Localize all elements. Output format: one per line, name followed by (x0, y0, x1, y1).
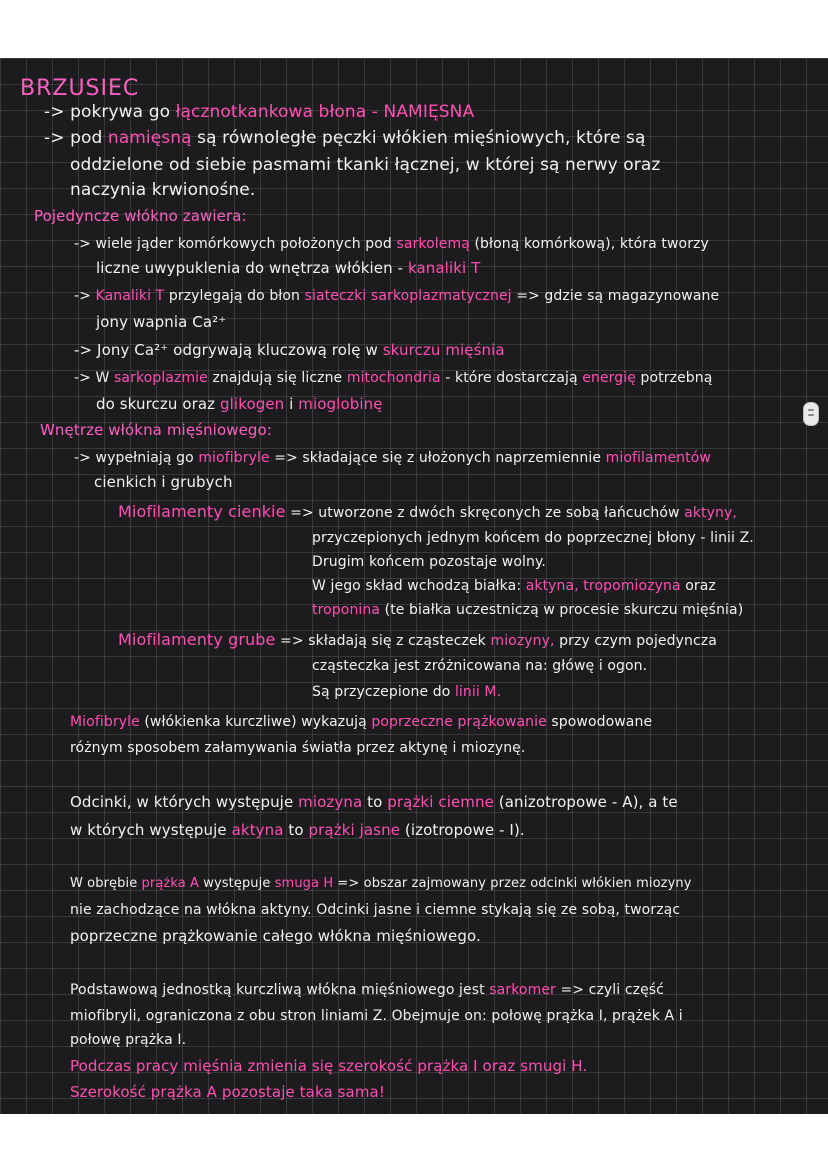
note-line (70, 820, 525, 840)
text: Podstawową jednostką kurczliwą włókna mięśniowego jest (70, 982, 490, 998)
text: -> wiele jąder komórkowych położonych pod (74, 236, 397, 252)
text: (błoną komórkową), która tworzy (469, 236, 709, 252)
highlight: energię (582, 370, 636, 386)
note-line: różnym sposobem załamywania światła przez aktynę i miozynę. (70, 740, 526, 756)
text: -> Jony Ca²⁺ odgrywają kluczową rolę w (74, 341, 383, 359)
highlight: łącznotkankowa błona - NAMIĘSNA (175, 102, 475, 122)
text: -> wypełniają go (74, 450, 199, 466)
highlight: skurczu mięśnia (382, 341, 505, 359)
note-line-highlight: Szerokość prążka A pozostaje taka sama! (70, 1083, 385, 1101)
heading-brzusiec: BRZUSIEC (20, 76, 140, 101)
highlight: Miofibryle (70, 714, 140, 730)
text: => czyli część (555, 982, 664, 998)
text: - które dostarczają (440, 370, 583, 386)
note-line: przyczepionych jednym końcem do poprzecznej błony - linii Z. (312, 530, 754, 546)
highlight: miozyna (298, 793, 363, 811)
text: -> (74, 288, 96, 304)
highlight: prążki ciemne (387, 793, 494, 811)
highlight: miofibryle (198, 450, 270, 466)
text: to (362, 793, 388, 811)
text: (izotropowe - I). (400, 821, 525, 839)
note-line: oddzielone od siebie pasmami tkanki łącznej, w której są nerwy oraz (70, 155, 661, 175)
text: W obrębie (70, 876, 142, 891)
highlight: sarkomer (489, 982, 556, 998)
text: znajdują się liczne (207, 370, 347, 386)
highlight: kanaliki T (407, 259, 481, 277)
note-line: Drugim końcem pozostaje wolny. (312, 554, 546, 570)
text: to (283, 821, 309, 839)
note-line (312, 576, 716, 596)
text: W jego skład wchodzą białka: (312, 578, 526, 594)
note-line (74, 234, 709, 254)
note-line: cząsteczka jest zróżnicowana na: główę i ogon. (312, 658, 648, 674)
notes-page (0, 58, 828, 1114)
highlight: glikogen (220, 395, 285, 413)
highlight: aktyny, (684, 505, 737, 521)
text: (te białka uczestniczą w procesie skurczu mięśnia) (380, 602, 744, 618)
text: -> W (74, 370, 115, 386)
text: -> pokrywa go (44, 102, 176, 122)
note-line (74, 340, 505, 360)
note-line (312, 600, 743, 620)
text: są równoległe pęczki włókien mięśniowych, które są (191, 128, 646, 148)
text: liczne uwypuklenia do wnętrza włókien - (96, 259, 408, 277)
highlight: poprzeczne prążkowanie (371, 714, 547, 730)
note-line: naczynia krwionośne. (70, 180, 256, 200)
text: do skurczu oraz (96, 395, 221, 413)
note-line (96, 394, 383, 414)
note-line (74, 368, 712, 388)
highlight: Kanaliki T (95, 288, 165, 304)
note-line (312, 682, 501, 702)
text: spowodowane (546, 714, 653, 730)
highlight: mitochondria (346, 370, 441, 386)
note-line: poprzeczne prążkowanie całego włókna mięśniowego. (70, 927, 481, 945)
highlight: prążki jasne (308, 821, 401, 839)
text: Są przyczepione do (312, 684, 455, 700)
highlight: aktyna (231, 821, 284, 839)
note-line (118, 502, 737, 523)
text: => składają się z cząsteczek (275, 633, 491, 649)
text: potrzebną (635, 370, 713, 386)
note-line (70, 874, 692, 894)
text: przy czym pojedyncza (554, 633, 717, 649)
highlight: Miofilamenty grube (118, 630, 276, 649)
note-line (118, 630, 717, 651)
text: (włókienka kurczliwe) wykazują (139, 714, 372, 730)
text: (anizotropowe - A), a te (493, 793, 678, 811)
note-line (44, 128, 646, 148)
highlight: sarkoplazmie (114, 370, 208, 386)
note-line (70, 980, 664, 1000)
note-line (44, 102, 474, 122)
highlight: troponina (312, 602, 381, 618)
text: -> pod (44, 128, 108, 148)
text: występuje (199, 876, 275, 891)
text: => utworzone z dwóch skręconych ze sobą łańcuchów (285, 505, 685, 521)
note-line: miofibryli, ograniczona z obu stron liniami Z. Obejmuje on: połowę prążka I, prążek A i (70, 1008, 683, 1024)
highlight: prążka A (141, 876, 200, 891)
highlight: sarkolemą (396, 236, 470, 252)
text: => gdzie są magazynowane (511, 288, 720, 304)
highlight: miofilamentów (605, 450, 711, 466)
scroll-handle[interactable] (803, 402, 819, 426)
text: => składające się z ułożonych naprzemiennie (269, 450, 606, 466)
highlight: mioglobinę (298, 395, 383, 413)
note-line (96, 258, 480, 278)
text: i (284, 395, 299, 413)
note-line: połowę prążka I. (70, 1032, 187, 1048)
note-line-highlight: Podczas pracy mięśnia zmienia się szerokość prążka I oraz smugi H. (70, 1057, 588, 1075)
text: Odcinki, w których występuje (70, 793, 299, 811)
highlight: namięsną (107, 128, 192, 148)
note-line: cienkich i grubych (94, 473, 233, 491)
highlight: linii M. (454, 684, 502, 700)
highlight: Miofilamenty cienkie (118, 502, 286, 521)
note-line (70, 792, 678, 812)
note-line (74, 448, 711, 468)
text: w których występuje (70, 821, 232, 839)
text: oraz (680, 578, 716, 594)
section-heading: Wnętrze włókna mięśniowego: (40, 421, 272, 439)
note-line: jony wapnia Ca²⁺ (96, 313, 227, 331)
note-line (70, 712, 652, 732)
section-heading: Pojedyncze włókno zawiera: (34, 207, 247, 225)
text: => obszar zajmowany przez odcinki włókien miozyny (333, 876, 692, 891)
highlight: miozyny, (490, 633, 555, 649)
text: przylegają do błon (164, 288, 305, 304)
highlight: smuga H (274, 876, 334, 891)
highlight: aktyna, tropomiozyna (525, 578, 681, 594)
note-line: nie zachodzące na włókna aktyny. Odcinki jasne i ciemne stykają się ze sobą, tworząc (70, 902, 681, 918)
note-line (74, 286, 719, 306)
highlight: siateczki sarkoplazmatycznej (304, 288, 512, 304)
